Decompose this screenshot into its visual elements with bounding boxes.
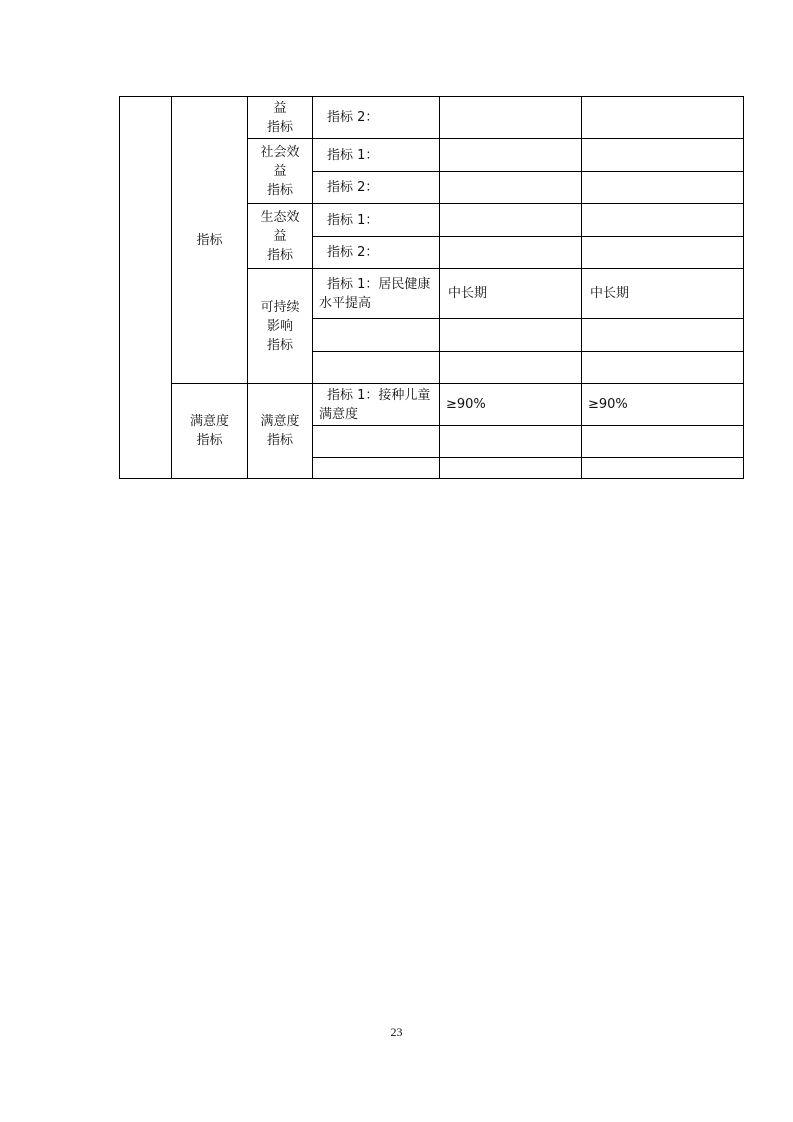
value2-cell [582,204,744,237]
value1-cell [440,204,582,237]
category-social-cell: 社会效 益 指标 [248,139,313,204]
value1-cell [440,319,582,352]
value2-cell [582,319,744,352]
value2-cell [582,172,744,204]
table-row [120,384,744,426]
indicator-cell: 指标 2： [313,97,440,139]
value2-cell [582,352,744,384]
category-satisfaction-cell: 满意度 指标 [248,384,313,479]
indicator-cell: 指标 2： [313,172,440,204]
value1-cell [440,237,582,269]
value1-cell [440,458,582,479]
value1-cell [440,172,582,204]
indicator-cell: 指标 1： [313,204,440,237]
value1-cell [440,426,582,458]
indicator-cell: 指标 2： [313,237,440,269]
value2-cell [582,97,744,139]
indicator-cell: 指标 1： [313,139,440,172]
value2-cell: ≥90% [582,384,744,426]
value2-cell [582,458,744,479]
value2-cell [582,426,744,458]
category-economic-cell: 益 指标 [248,97,313,139]
category-ecological-cell: 生态效 益 指标 [248,204,313,269]
page-number: 23 [390,1025,403,1039]
level2-satisfaction-cell: 满意度 指标 [172,384,248,479]
indicator-cell: 指标 1：居民健康水平提高 [313,269,440,319]
value1-cell [440,97,582,139]
category-sustainable-cell: 可持续 影响 指标 [248,269,313,384]
level1-cell [120,97,172,479]
performance-indicator-table [119,96,744,479]
indicator-cell [313,426,440,458]
value1-cell: 中长期 [440,269,582,319]
indicator-cell [313,352,440,384]
value1-cell [440,352,582,384]
indicator-cell [313,458,440,479]
value1-cell [440,139,582,172]
table-row [120,97,744,139]
indicator-cell: 指标 1：接种儿童满意度 [313,384,440,426]
value1-cell: ≥90% [440,384,582,426]
indicator-cell [313,319,440,352]
value2-cell [582,139,744,172]
value2-cell: 中长期 [582,269,744,319]
level2-benefit-cell: 指标 [172,97,248,384]
value2-cell [582,237,744,269]
